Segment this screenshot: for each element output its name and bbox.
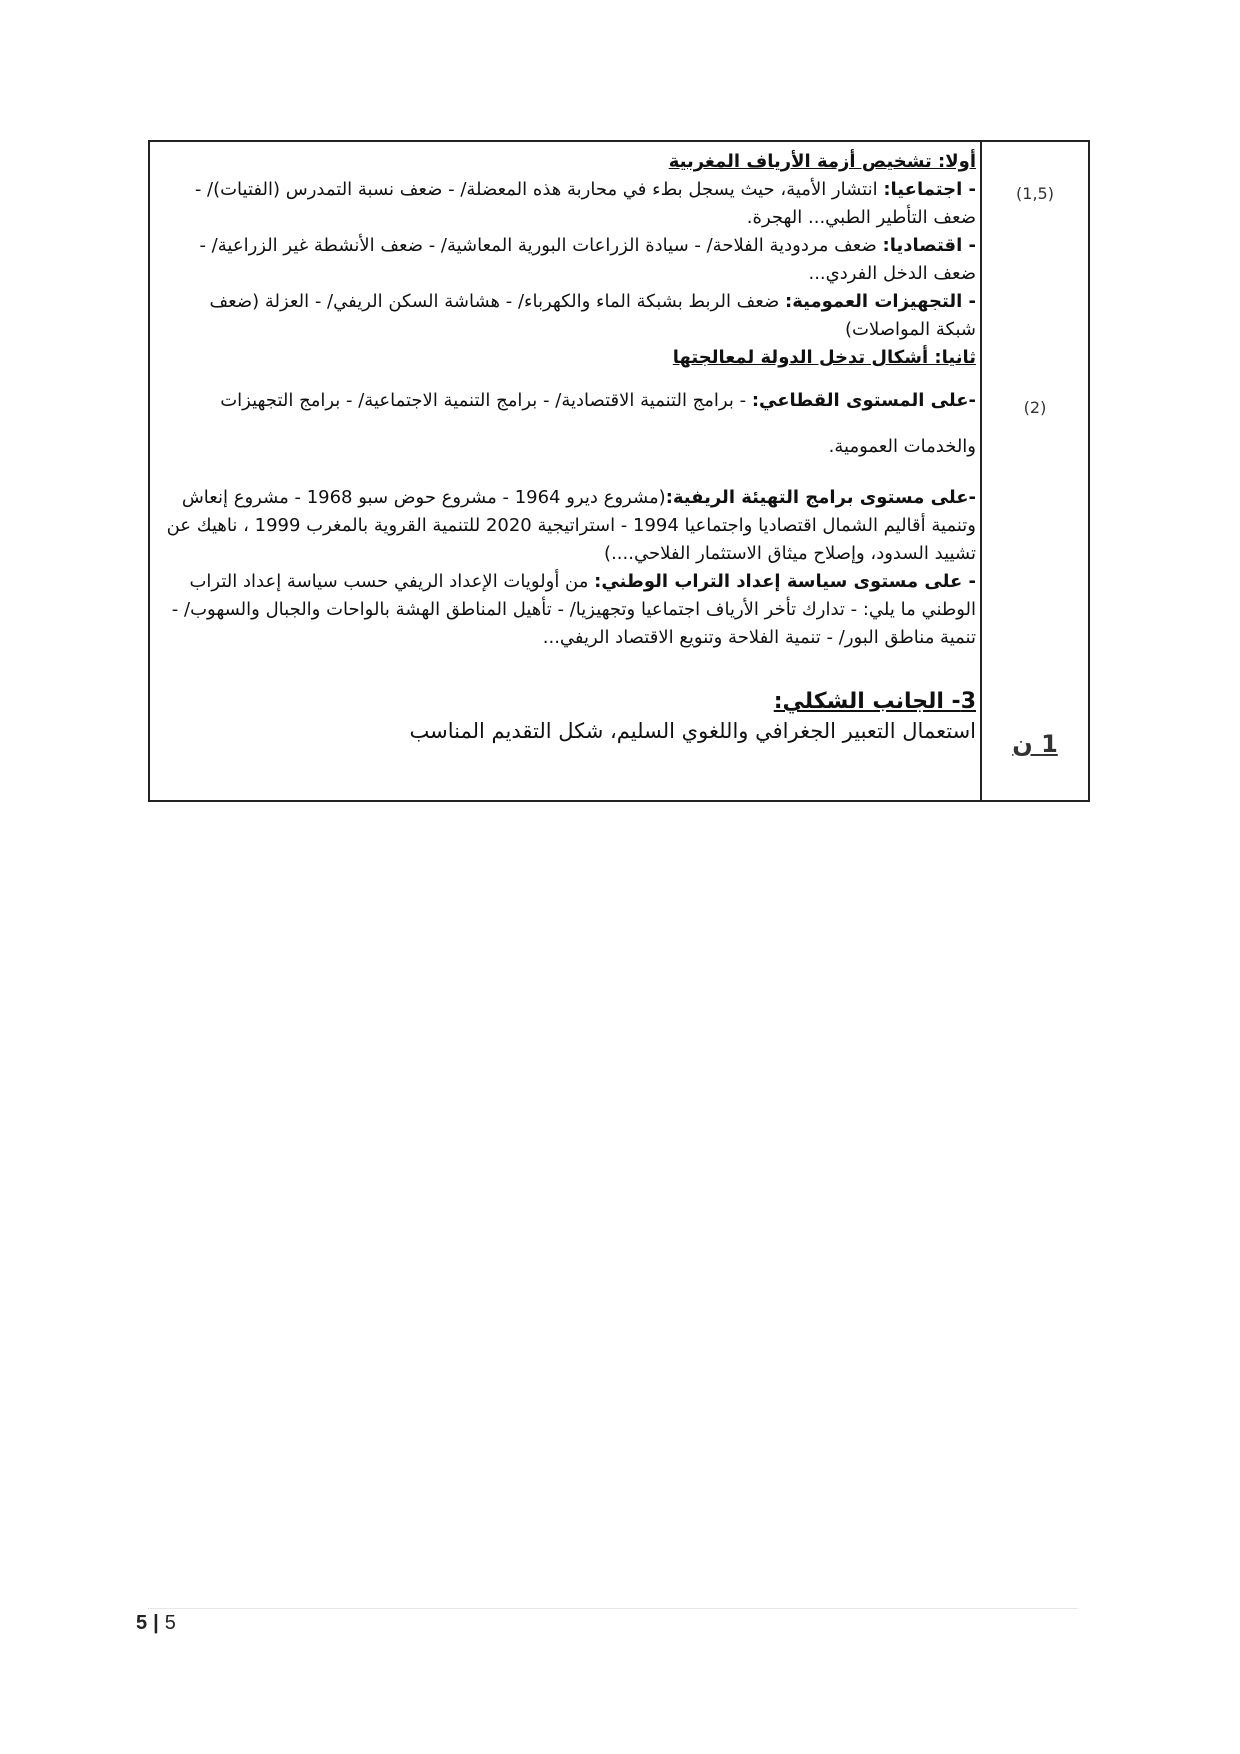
economic-paragraph bbox=[166, 232, 976, 288]
economic-text: ضعف مردودية الفلاحة/ - سيادة الزراعات البورية المعاشية/ - ضعف الأنشطة غير الزراعية/ - ضعف الدخل الفردي... bbox=[199, 235, 976, 284]
part3-heading: 3- الجانب الشكلي: bbox=[773, 689, 976, 714]
social-text: انتشار الأمية، حيث يسجل بطء في محاربة هذه المعضلة/ - ضعف نسبة التمدرس (الفتيات)/ - ضعف التأطير الطبي... الهجرة. bbox=[194, 179, 976, 228]
score-column bbox=[980, 142, 1088, 800]
social-label: - اجتماعيا: bbox=[883, 179, 976, 200]
sector-text: - برامج التنمية الاقتصادية/ - برامج التنمية الاجتماعية/ - برامج التجهيزات والخدمات العمومية. bbox=[220, 390, 976, 457]
score-part3: 1 ن bbox=[1012, 730, 1058, 758]
answer-table bbox=[148, 140, 1090, 802]
page-separator: | bbox=[153, 1612, 159, 1634]
rural-paragraph bbox=[166, 484, 976, 568]
national-label: - على مستوى سياسة إعداد التراب الوطني: bbox=[594, 571, 976, 592]
equipment-text: ضعف الربط بشبكة الماء والكهرباء/ - هشاشة السكن الريفي/ - العزلة (ضعف شبكة المواصلات) bbox=[209, 291, 976, 340]
part3-text: استعمال التعبير الجغرافي واللغوي السليم، شكل التقديم المناسب bbox=[409, 719, 976, 743]
rural-text: (مشروع ديرو 1964 - مشروع حوض سبو 1968 - مشروع إنعاش وتنمية أقاليم الشمال اقتصاديا واجتماعيا 1994 - استراتيجية 2020 للتنمية القروية بالمغرب 1999 ، ناهيك عن تشييد السدود، وإصلاح ميثاق الاستثمار الفلاحي....) bbox=[166, 487, 976, 564]
answer-content-column bbox=[150, 142, 982, 800]
score-part1: (1,5) bbox=[1016, 184, 1054, 203]
footer-divider bbox=[148, 1608, 1078, 1609]
sector-label: -على المستوى القطاعي: bbox=[751, 390, 976, 411]
economic-label: - اقتصاديا: bbox=[882, 235, 976, 256]
part2-heading: ثانيا: أشكال تدخل الدولة لمعالجتها bbox=[672, 347, 976, 368]
score-part2: (2) bbox=[1023, 398, 1047, 417]
equipment-label: - التجهيزات العمومية: bbox=[785, 291, 976, 312]
national-text: من أولويات الإعداد الريفي حسب سياسة إعداد التراب الوطني ما يلي: - تدارك تأخر الأرياف اجتماعيا وتجهيزيا/ - تأهيل المناطق الهشة بالواحات والجبال والسهوب/ - تنمية مناطق البور/ - تنمية الفلاحة وتنويع الاقتصاد الريفي... bbox=[171, 571, 976, 648]
page-current: 5 bbox=[136, 1612, 148, 1634]
social-paragraph bbox=[166, 176, 976, 232]
sector-paragraph bbox=[166, 378, 976, 470]
equipment-paragraph bbox=[166, 288, 976, 344]
rural-label: -على مستوى برامج التهيئة الريفية: bbox=[665, 487, 976, 508]
page-total: 5 bbox=[164, 1612, 176, 1634]
national-paragraph bbox=[166, 568, 976, 652]
part1-heading: أولا: تشخيص أزمة الأرياف المغربية bbox=[668, 151, 976, 172]
page-number bbox=[136, 1612, 176, 1635]
